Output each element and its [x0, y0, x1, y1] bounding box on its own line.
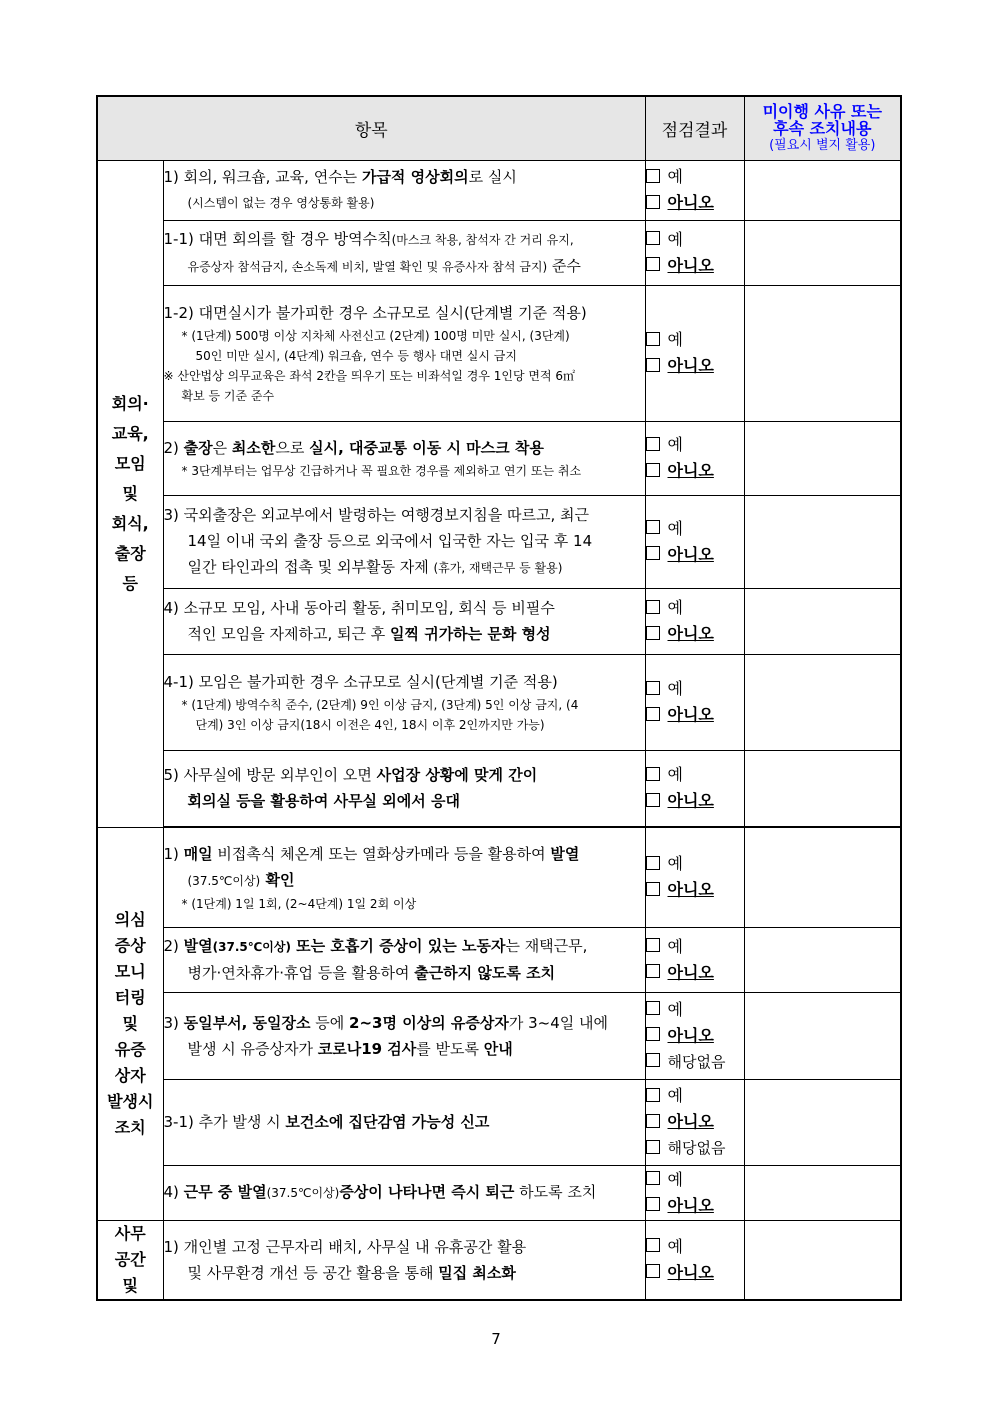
option-no[interactable]	[646, 1109, 744, 1135]
option-yes[interactable]	[646, 432, 744, 458]
item-text-bold: 출근하지 않도록 조치	[414, 964, 556, 982]
result-cell	[645, 1220, 744, 1300]
option-label: 아니오	[667, 705, 714, 724]
option-na[interactable]	[646, 1049, 744, 1075]
option-no[interactable]	[646, 621, 744, 647]
category-meetings	[97, 160, 163, 827]
option-label: 예	[667, 1236, 683, 1256]
category-text: 및	[122, 1275, 138, 1295]
checkbox-icon[interactable]	[646, 358, 660, 372]
checkbox-icon[interactable]	[646, 195, 660, 209]
item-text	[163, 827, 645, 927]
checkbox-icon[interactable]	[646, 332, 660, 346]
option-label: 아니오	[667, 193, 714, 212]
table-row	[97, 1220, 901, 1300]
option-yes[interactable]	[646, 676, 744, 702]
item-text-part: 비접촉식 체온계 또는 열화상카메라 등을 활용하여	[212, 844, 551, 863]
result-cell	[645, 220, 744, 285]
result-cell	[645, 421, 744, 495]
category-text: 의심	[114, 909, 146, 929]
category-symptoms	[97, 827, 163, 1220]
checkbox-icon[interactable]	[646, 1238, 660, 1252]
item-text-part: 3-1) 추가 발생 시	[163, 1113, 286, 1131]
item-text-part: 3)	[163, 1013, 184, 1032]
option-label: 해당없음	[667, 1052, 726, 1071]
item-text-bold: 밀집 최소화	[438, 1263, 516, 1282]
checkbox-icon[interactable]	[646, 546, 660, 560]
category-text: 출장	[114, 543, 146, 563]
note-cell[interactable]	[744, 1165, 901, 1220]
category-text: 및	[122, 1013, 138, 1033]
checkbox-icon[interactable]	[646, 681, 660, 695]
option-yes[interactable]	[646, 934, 744, 960]
item-text-part: 를 받도록	[416, 1039, 484, 1058]
note-cell[interactable]	[744, 495, 901, 588]
note-cell[interactable]	[744, 160, 901, 220]
item-text	[163, 1220, 645, 1300]
checkbox-icon[interactable]	[646, 1114, 660, 1128]
category-text: 및	[122, 483, 138, 503]
checkbox-icon[interactable]	[646, 1264, 660, 1278]
item-text-bold: 또는 호흡기 증상이 있는 노동자	[290, 937, 506, 955]
note-cell[interactable]	[744, 285, 901, 421]
category-text: 회의·	[111, 393, 149, 413]
table-row	[97, 588, 901, 654]
table-row	[97, 160, 901, 220]
result-cell	[645, 654, 744, 750]
page-number: 7	[491, 1330, 501, 1348]
checkbox-icon[interactable]	[646, 600, 660, 614]
item-text-part: 으로	[275, 439, 310, 457]
item-text-bold: 회의실 등을 활용하여 사무실 외에서 응대	[187, 792, 460, 810]
item-text-bold: 사업장 상황에 맞게 간이	[376, 766, 538, 784]
item-text-bold: 출장	[183, 439, 213, 457]
option-label: 아니오	[667, 880, 714, 899]
option-yes[interactable]	[646, 595, 744, 621]
item-subtext: (휴가, 재택근무 등 활용)	[433, 561, 563, 575]
checkbox-icon[interactable]	[646, 169, 660, 183]
item-note: * 3단계부터는 업무상 긴급하거나 꼭 필요한 경우를 제외하고 연기 또는 취소	[181, 464, 582, 478]
item-text-bold: 동일부서, 동일장소	[183, 1013, 311, 1032]
table-row	[97, 750, 901, 826]
note-cell[interactable]	[744, 654, 901, 750]
checklist-table	[96, 95, 902, 1301]
option-label: 예	[667, 999, 683, 1019]
item-text	[163, 285, 645, 421]
note-cell[interactable]	[744, 827, 901, 927]
option-yes[interactable]	[646, 1234, 744, 1260]
item-text-part: 병가·연차휴가·휴업 등을 활용하여	[187, 964, 415, 982]
item-text-part: 가 3~4일 내에	[508, 1013, 609, 1032]
item-text	[163, 992, 645, 1079]
option-label: 예	[667, 1169, 683, 1189]
checkbox-icon[interactable]	[646, 938, 660, 952]
item-note-line: 확보 등 기준 준수	[181, 389, 275, 403]
item-text-part: 1) 개인별 고정 근무자리 배치, 사무실 내 유휴공간 활용	[163, 1237, 527, 1256]
option-no[interactable]	[646, 353, 744, 379]
item-note: * (1단계) 500명 이상 지차체 사전신고 (2단계) 100명 미만 실시, (3단계)	[181, 329, 570, 343]
option-label: 아니오	[667, 791, 714, 810]
option-label: 아니오	[667, 962, 714, 982]
result-cell	[645, 1165, 744, 1220]
category-text: 조치	[114, 1117, 146, 1137]
item-text-part: 2)	[163, 439, 184, 457]
table-row	[97, 285, 901, 421]
item-subtext: (37.5℃이상)	[266, 1186, 340, 1200]
option-no[interactable]	[646, 1023, 744, 1049]
checkbox-icon[interactable]	[646, 1140, 660, 1154]
header-note-line2: 후속 조치내용	[773, 118, 872, 138]
table-row	[97, 1079, 901, 1165]
category-text: 증상	[114, 935, 146, 955]
table-row	[97, 495, 901, 588]
option-no[interactable]	[646, 190, 744, 216]
checkbox-icon[interactable]	[646, 520, 660, 534]
item-text-bold: 매일	[183, 844, 213, 863]
item-text-bold: 코로나19 검사	[317, 1039, 417, 1058]
option-no[interactable]	[646, 1193, 744, 1219]
result-cell	[645, 1079, 744, 1165]
item-text	[163, 927, 645, 992]
checkbox-icon[interactable]	[646, 231, 660, 245]
option-label: 아니오	[667, 356, 714, 375]
category-office	[97, 1220, 163, 1300]
option-label: 예	[667, 1086, 683, 1105]
option-no[interactable]	[646, 542, 744, 568]
checkbox-icon[interactable]	[646, 793, 660, 807]
item-subtext: (시스템이 없는 경우 영상통화 활용)	[187, 196, 375, 210]
item-text-part: 는 재택근무,	[505, 937, 588, 955]
note-cell[interactable]	[744, 588, 901, 654]
option-na[interactable]	[646, 1135, 744, 1161]
checkbox-icon[interactable]	[646, 1088, 660, 1102]
option-yes[interactable]	[646, 997, 744, 1023]
checkbox-icon[interactable]	[646, 964, 660, 978]
checkbox-icon[interactable]	[646, 1053, 660, 1067]
result-cell	[645, 992, 744, 1079]
header-row	[97, 96, 901, 160]
checkbox-icon[interactable]	[646, 767, 660, 781]
category-text: 상자	[114, 1065, 146, 1085]
table-row	[97, 927, 901, 992]
item-text-part: 4)	[163, 1183, 184, 1201]
option-label: 예	[667, 167, 683, 186]
item-note: * (1단계) 1일 1회, (2~4단계) 1일 2회 이상	[181, 896, 417, 911]
option-no[interactable]	[646, 702, 744, 728]
option-label: 아니오	[667, 624, 714, 643]
option-yes[interactable]	[646, 516, 744, 542]
item-subtext: (37.5℃이상)	[187, 873, 261, 888]
option-yes[interactable]	[646, 762, 744, 788]
option-label: 아니오	[667, 1195, 714, 1215]
option-no[interactable]	[646, 877, 744, 903]
item-text	[163, 588, 645, 654]
item-text-part: 14일 이내 국외 출장 등으로 외국에서 입국한 자는 입국 후 14	[187, 532, 593, 550]
item-text-part: 준수	[547, 256, 581, 275]
item-text-part: 은	[212, 439, 232, 457]
checkbox-icon[interactable]	[646, 437, 660, 451]
option-yes[interactable]	[646, 327, 744, 353]
table-row	[97, 827, 901, 927]
item-text-part: 1)	[163, 844, 184, 863]
item-text-part: 5) 사무실에 방문 외부인이 오면	[163, 766, 377, 784]
option-label: 예	[667, 854, 683, 873]
item-text-part: 4) 소규모 모임, 사내 동아리 활동, 취미모임, 회식 등 비필수	[163, 599, 555, 617]
item-text-part: 1-1) 대면 회의를 할 경우 방역수칙	[163, 229, 392, 248]
option-label: 아니오	[667, 255, 714, 275]
checkbox-icon[interactable]	[646, 257, 660, 271]
option-label: 예	[667, 435, 683, 454]
category-text: 모니	[114, 961, 146, 981]
option-no[interactable]	[646, 960, 744, 986]
option-no[interactable]	[646, 788, 744, 814]
item-text-part: 및 사무환경 개선 등 공간 활용을 통해	[187, 1263, 439, 1282]
option-label: 예	[667, 330, 683, 349]
header-note-line1: 미이행 사유 또는	[762, 101, 882, 121]
item-note: 50인 미만 실시, (4단계) 워크숍, 연수 등 행사 대면 실시 금지	[195, 349, 517, 363]
option-yes[interactable]	[646, 164, 744, 190]
header-item: 항목	[97, 96, 645, 160]
table-row	[97, 220, 901, 285]
item-text	[163, 495, 645, 588]
checkbox-icon[interactable]	[646, 856, 660, 870]
header-note-line3: (필요시 별지 활용)	[769, 137, 876, 153]
category-text: 발생시	[107, 1091, 154, 1111]
note-cell[interactable]	[744, 220, 901, 285]
item-text-part: 발생 시 유증상자가	[187, 1039, 318, 1058]
item-text-part: 적인 모임을 자제하고, 퇴근 후	[187, 625, 390, 643]
item-text-bold: 2~3명 이상의 유증상자	[349, 1013, 509, 1032]
item-text-part: 2)	[163, 937, 184, 955]
item-text-part: 로 실시	[468, 168, 517, 186]
result-cell	[645, 927, 744, 992]
option-label: 예	[667, 765, 683, 784]
result-cell	[645, 160, 744, 220]
table-row	[97, 421, 901, 495]
option-yes[interactable]	[646, 1167, 744, 1193]
checkbox-icon[interactable]	[646, 1027, 660, 1041]
item-text-bold: 안내	[483, 1039, 513, 1058]
checkbox-icon[interactable]	[646, 882, 660, 896]
option-yes[interactable]	[646, 227, 744, 253]
option-label: 예	[667, 598, 683, 617]
item-text-part: 4-1) 모임은 불가피한 경우 소규모로 실시(단계별 기준 적용)	[163, 673, 558, 691]
item-text	[163, 1079, 645, 1165]
table-row	[97, 654, 901, 750]
item-text-bold: 일찍 귀가하는 문화 형성	[390, 625, 551, 643]
note-cell[interactable]	[744, 1220, 901, 1300]
item-note	[164, 366, 645, 406]
item-text-bold: 발열	[550, 844, 580, 863]
item-subtext: (37.5℃이상)	[212, 940, 291, 954]
option-label: 아니오	[667, 461, 714, 480]
header-note	[744, 96, 901, 160]
item-text	[163, 421, 645, 495]
option-label: 아니오	[667, 544, 714, 564]
option-label: 예	[667, 518, 683, 538]
checkbox-icon[interactable]	[646, 1001, 660, 1015]
item-text	[163, 654, 645, 750]
option-no[interactable]	[646, 458, 744, 484]
item-text	[163, 750, 645, 826]
item-text-part: 1) 회의, 워크숍, 교육, 연수는	[163, 168, 362, 186]
option-no[interactable]	[646, 253, 744, 279]
category-text: 등	[122, 573, 138, 593]
note-cell[interactable]	[744, 992, 901, 1079]
option-yes[interactable]	[646, 1083, 744, 1109]
table-row	[97, 992, 901, 1079]
result-cell	[645, 588, 744, 654]
item-note: * (1단계) 방역수칙 준수, (2단계) 9인 이상 금지, (3단계) 5인 이상 금지, (4	[181, 698, 579, 712]
item-text-part: 등에	[310, 1013, 350, 1032]
option-yes[interactable]	[646, 851, 744, 877]
item-subtext: (마스크 착용, 참석자 간 거리 유지,	[391, 232, 574, 247]
option-label: 예	[667, 679, 683, 698]
category-text: 회식,	[111, 513, 149, 533]
table-row	[97, 1165, 901, 1220]
option-label: 예	[667, 229, 683, 249]
item-text-bold: 확인	[260, 870, 295, 889]
option-label: 예	[667, 936, 683, 956]
item-text-part: 하도록 조치	[514, 1183, 597, 1201]
item-text	[163, 220, 645, 285]
note-cell[interactable]	[744, 750, 901, 826]
header-result: 점검결과	[645, 96, 744, 160]
option-no[interactable]	[646, 1260, 744, 1286]
checkbox-icon[interactable]	[646, 1197, 660, 1211]
option-label: 아니오	[667, 1262, 714, 1282]
result-cell	[645, 495, 744, 588]
category-text: 터링	[114, 987, 146, 1007]
item-text	[163, 160, 645, 220]
checkbox-icon[interactable]	[646, 1171, 660, 1185]
category-text: 공간	[114, 1249, 146, 1269]
category-text: 유증	[114, 1039, 146, 1059]
item-text-bold: 근무 중 발열	[183, 1183, 267, 1201]
category-text: 사무	[114, 1223, 146, 1243]
item-text-bold: 최소한	[231, 439, 276, 457]
checkbox-icon[interactable]	[646, 626, 660, 640]
result-cell	[645, 750, 744, 826]
item-text-bold: 발열	[183, 937, 213, 955]
item-text	[163, 1165, 645, 1220]
note-cell[interactable]	[744, 927, 901, 992]
option-label: 해당없음	[667, 1139, 726, 1157]
checkbox-icon[interactable]	[646, 707, 660, 721]
item-text-bold: 증상이 나타나면 즉시 퇴근	[339, 1183, 515, 1201]
item-text-part: 3) 국외출장은 외교부에서 발령하는 여행경보지침을 따르고, 최근	[163, 506, 590, 524]
checkbox-icon[interactable]	[646, 463, 660, 477]
result-cell	[645, 285, 744, 421]
option-label: 아니오	[667, 1025, 714, 1045]
item-text-bold: 실시, 대중교통 이동 시 마스크 착용	[309, 439, 544, 457]
item-text-part: 일간 타인과의 접촉 및 외부활동 자제	[187, 558, 434, 576]
item-text-bold: 보건소에 집단감염 가능성 신고	[285, 1113, 490, 1131]
item-note: 단계) 3인 이상 금지(18시 이전은 4인, 18시 이후 2인까지만 가능)	[195, 718, 545, 732]
item-text-bold: 가급적 영상회의	[361, 168, 469, 186]
item-subtext: 유증상자 참석금지, 손소독제 비치, 발열 확인 및 유증사자 참석 금지)	[187, 259, 548, 274]
item-text-part: 1-2) 대면실시가 불가피한 경우 소규모로 실시(단계별 기준 적용)	[163, 304, 587, 322]
note-cell[interactable]	[744, 1079, 901, 1165]
category-text: 모임	[114, 453, 146, 473]
category-text: 교육,	[111, 423, 149, 443]
note-cell[interactable]	[744, 421, 901, 495]
item-note-line: ※ 산안법상 의무교육은 좌석 2칸을 띄우기 또는 비좌석일 경우 1인당 면적 6㎡	[163, 369, 575, 383]
result-cell	[645, 827, 744, 927]
option-label: 아니오	[667, 1112, 714, 1131]
